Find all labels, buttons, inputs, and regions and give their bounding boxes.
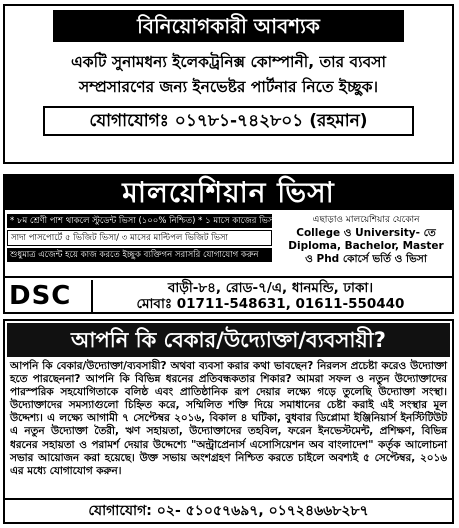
investor-ad-body bbox=[5, 42, 452, 100]
malaysian-visa-ad bbox=[3, 174, 454, 314]
visa-ad-offers bbox=[7, 214, 327, 264]
visa-ad-address: বাড়ী-৮৪, রোড-৭/এ, ধানমন্ডি, ঢাকা। bbox=[167, 280, 374, 296]
university-info-line: College ও University- তে bbox=[296, 227, 436, 239]
visa-ad-details bbox=[5, 214, 452, 274]
visa-offer-row: শুধুমাত্র এজেন্ট হয়ে কাজ করতে ইচ্ছুক ব্যক্তিগন সরাসরি যোগাযোগ করুন bbox=[7, 248, 272, 262]
dsc-logo: DSC bbox=[9, 281, 72, 311]
visa-ad-university-info bbox=[280, 214, 452, 266]
visa-ad-address-block bbox=[91, 280, 448, 312]
visa-ad-phones: মোবাঃ 01711-548631, 01611-550440 bbox=[136, 296, 405, 312]
entrepreneur-ad-heading: আপনি কি বেকার/উদ্যোক্তা/ব্যবসায়ী? bbox=[7, 323, 450, 357]
visa-ad-footer bbox=[5, 276, 452, 314]
entrepreneur-ad-body: আপনি কি বেকার/উদ্যোক্তা/ব্যবসায়ী? অথবা ব্যবসা করার কথা ভাবছেন? নিরলস প্রচেষ্টা করেও উদ্যোক্তা হতে পারছেননা? আপনি কি বিভিন্ন ধরনের প্রতিবন্ধকতার শিকার? আমরা সফল ও নতুন উদ্যোক্তাদের পারস্পরিক সহযোগিতাকে বলিষ্ঠ এবং প্রাতিষ্ঠানিক রূপ দেয়ার লক্ষ্যে গড়ে তুলেছি উদ্যোক্তা সংস্থা। উদ্যোক্তাদের সমস্যাগুলো চিহ্নিত করে, সম্মিলিত শক্তি দিয়ে সমাধানের চেষ্টা করাই এই সংস্থার মূল উদ্দেশ্য। এ লক্ষ্যে আগামী ৭ সেপ্টেম্বর ২০১৬, বিকাল ৪ ঘটিকা, বুধবার ডিপ্লোমা ইঞ্জিনিয়ার্স ইনস্টিটিউট এ নতুন উদ্যোক্তা তৈরী, ঋণ সহায়তা, উদ্যোক্তাদের তহবিল, ফরেন ইনভেস্টমেন্ট, প্রশিক্ষণ, বিভিন্ন ধরনের সহায়তা ও পরামর্শ দেয়ার উদ্দেশ্যে "অন্ট্রাপ্রেনার্স এসোসিয়েশন অব বাংলাদেশ" কর্তৃক আলোচনা সভার আয়োজন করা হয়েছে। উক্ত সভায় অংশগ্রহণ নিশ্চিত করতে চাইলে অবশ্যই ৫ সেপ্টেম্বর, ২০১৬ এর মধ্যে যোগাযোগ করুন। bbox=[10, 360, 447, 477]
university-info-line: ও Phd কোর্সে ভর্তি ও ভিসা bbox=[305, 253, 427, 265]
visa-offer-row: সাদা পাসপোর্টে ৫ ভিজিট ভিসা/ ৩ মাসের মাল্টিপল ভিজিট ভিসা bbox=[7, 230, 272, 246]
entrepreneur-ad-contact: যোগাযোগ: ০২- ৫১০৫৭৬৯৭, ০১৭২৪৬৬৮২৮৭ bbox=[5, 498, 452, 522]
investor-ad-line-1: একটি সুনামধন্য ইলেকট্রনিক্স কোম্পানী, তার ব্যবসা bbox=[70, 53, 387, 71]
visa-ad-heading: মালয়েশিয়ান ভিসা bbox=[5, 176, 452, 210]
entrepreneur-meeting-ad bbox=[3, 319, 454, 524]
investor-ad-contact: যোগাযোগঃ ০১৭৮১-৭৪২৮০১ (রহমান) bbox=[43, 106, 414, 136]
investor-ad-line-2: সম্প্রসারণের জন্য ইনভেষ্টর পার্টনার নিতে ইচ্ছুক। bbox=[78, 78, 379, 96]
university-info-line: এছাড়াও মালয়েশিয়ার যেকোন bbox=[312, 215, 420, 225]
investor-wanted-ad bbox=[3, 4, 454, 164]
investor-ad-heading: বিনিয়োগকারী আবশ্যক bbox=[53, 10, 404, 42]
visa-offer-row: * ৮ম শ্রেণী পাশ থাকলে স্টুডেন্ট ভিসা (১০০% নিশ্চিত) * ১ মাসে কাজের ভিসা-ক্যাটাগরী-১/৩ bbox=[7, 214, 272, 228]
university-info-line: Diploma, Bachelor, Master bbox=[288, 240, 444, 252]
